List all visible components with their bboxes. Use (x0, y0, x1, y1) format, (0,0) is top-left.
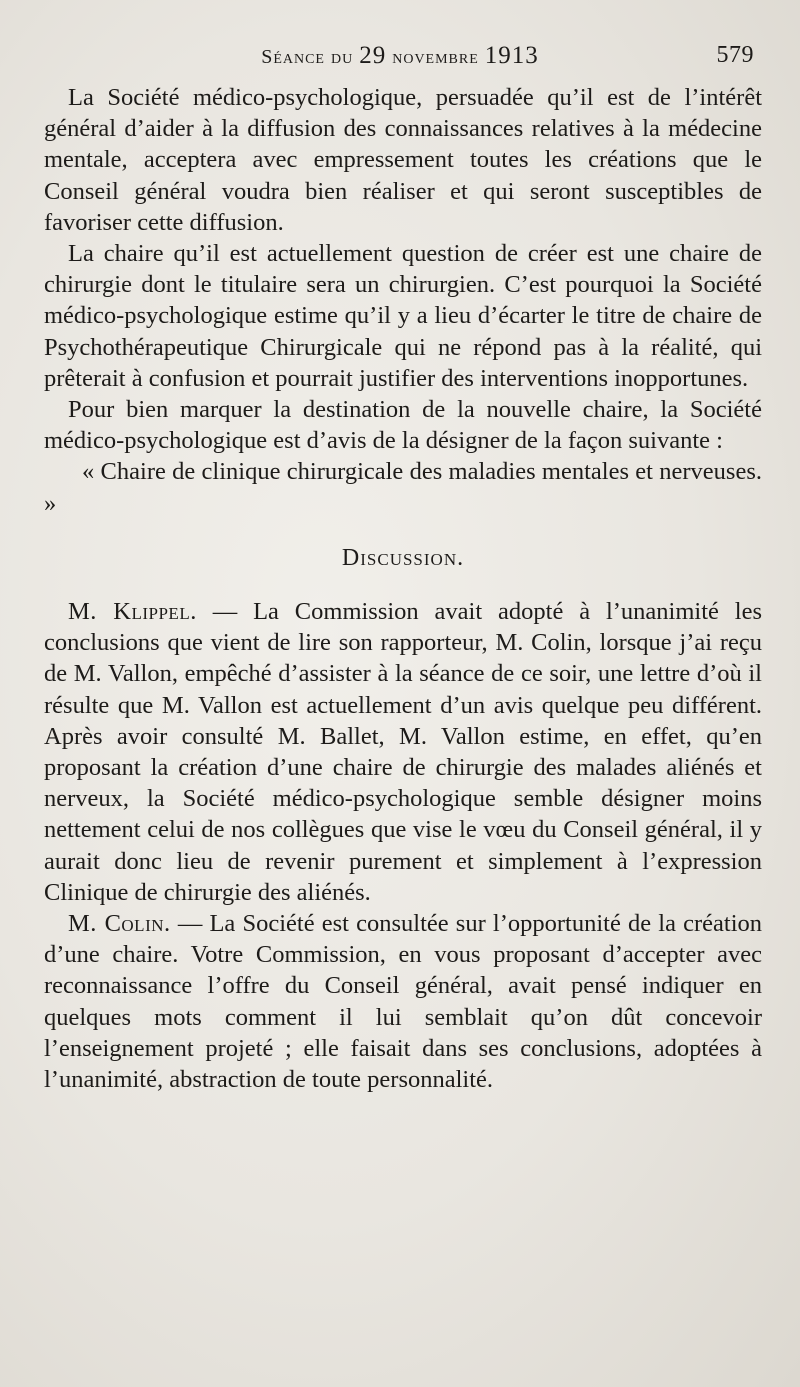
running-head-day: 29 (359, 42, 387, 69)
paragraph-chaire-chirurgie: La chaire qu’il est actuellement question de créer est une chaire de chirurgie dont le titulaire sera un chirurgien. C’est pourquoi la Société médico-psychologique estime qu’il y a lieu d’écarter le titre de chaire de Psychothérapeutique Chirurgicale qui ne répond pas à la réalité, qui prêterait à confusion et pourrait justifier des interventions inopportunes. (44, 240, 762, 392)
paragraph-destination: Pour bien marquer la destination de la nouvelle chaire, la Société médico-psychologique est d’avis de la désigner de la façon suivante : (44, 396, 762, 455)
paragraph-chaire-title: « Chaire de clinique chirurgicale des maladies mentales et nerveuses. » (44, 458, 762, 517)
page-body (44, 82, 762, 1095)
intervention-text: — La Commission avait adopté à l’unanimité les conclusions que vient de lire son rapporteur, M. Colin, lorsque j’ai reçu de M. Vallon, empêché d’assister à la séance de ce soir, une lettre d’où il résulte que M. Vallon est actuellement d’un avis quelque peu différent. Après avoir consulté M. Ballet, M. Vallon estime, en effet, qu’en proposant la création d’une chaire de chirurgie des malades aliénés et nerveux, la Société médico-psychologique semble désigner moins nettement celui de nos collègues que vise le vœu du Conseil général, il y aurait donc lieu de revenir purement et simplement à l’expression Clinique de chirurgie des aliénés. (44, 598, 762, 906)
speaker-name: M. Colin. (68, 910, 171, 938)
discussion-heading: Discussion. (341, 544, 465, 571)
paragraph-diffusion: La Société médico-psychologique, persuadée qu’il est de l’intérêt général d’aider à la diffusion des connaissances relatives à la médecine mentale, acceptera avec empressement toutes les créations que le Conseil général voudra bien réaliser et qui seront susceptibles de favoriser cette diffusion. (44, 84, 762, 236)
speaker-name: M. Klippel. (68, 598, 197, 626)
intervention-text: — La Société est consultée sur l’opportunité de la création d’une chaire. Votre Commission, en vous proposant d’accepter avec reconnaissance l’offre du Conseil général, avait pensé indiquer en quelques mots comment il lui semblait qu’on dût concevoir l’enseignement projeté ; elle faisait dans ses conclusions, adoptées à l’unanimité, abstraction de toute personnalité. (44, 910, 762, 1094)
running-head (40, 42, 760, 70)
intervention-klippel (44, 596, 762, 908)
intervention-colin (44, 908, 762, 1095)
running-head-prefix: Séance du (261, 46, 354, 68)
page-header (40, 38, 760, 78)
running-head-month: novembre (392, 46, 479, 68)
page-number: 579 (716, 42, 754, 68)
running-head-year: 1913 (484, 42, 539, 69)
